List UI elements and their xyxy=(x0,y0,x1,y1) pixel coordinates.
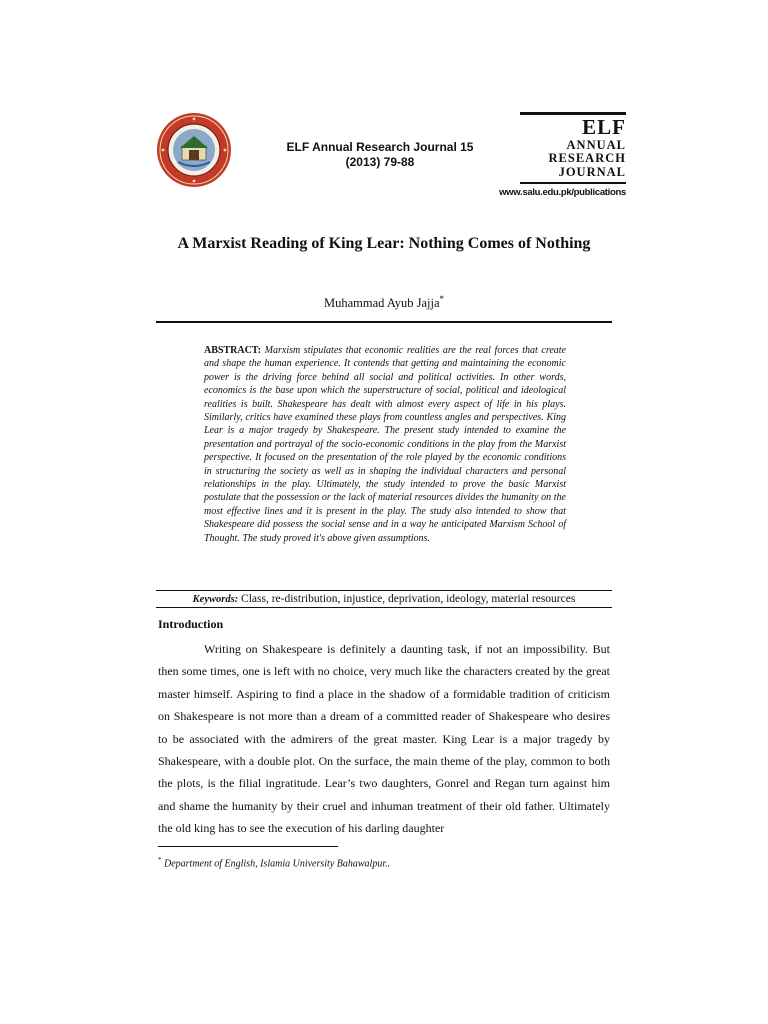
journal-name: ELF Annual Research Journal 15 xyxy=(286,140,474,154)
footnote-text: Department of English, Islamia University Bahawalpur.. xyxy=(164,858,391,870)
author-name: Muhammad Ayub Jajja xyxy=(323,296,440,311)
footnote xyxy=(158,856,390,869)
abstract-label: ABSTRACT xyxy=(204,345,258,356)
introduction-heading: Introduction xyxy=(158,617,224,631)
keywords-label: Keywords: xyxy=(192,594,239,605)
logo-annual: ANNUAL xyxy=(566,138,626,152)
footnote-rule xyxy=(158,846,338,847)
author-footnote-mark: * xyxy=(439,294,444,304)
keywords-rule-top xyxy=(156,590,612,591)
keywords-text: Class, re-distribution, injustice, deprivation, ideology, material resources xyxy=(241,593,576,605)
keywords-rule-bottom xyxy=(156,607,612,608)
university-seal-icon xyxy=(156,112,232,188)
logo-url: www.salu.edu.pk/publications xyxy=(499,187,626,198)
introduction-paragraph: Writing on Shakespeare is definitely a daunting task, if not an impossibility. But then some times, one is left with no choice, very much like the characters created by the great master himself. Aspiring to find a place in the shadow of a formidable tradition of criticism on Shakespeare is not more than a dream of a committed reader of Shakespeare who desires to be associated with the admirers of the great master. King Lear is a major tragedy by Shakespeare, with a double plot. On the surface, the main theme of the play, common to both the plots, is the filial ingratitude. Lear’s two daughters, Gonrel and Regan turn against him and shame the humanity by their cruel and inhuman treatment of their old father. Ultimately the old king has to see the execution of his darling daughter xyxy=(158,642,610,836)
logo-research: RESEARCH xyxy=(548,151,626,165)
logo-rule-bottom xyxy=(520,182,626,184)
logo-journal: JOURNAL xyxy=(558,165,626,179)
title-divider xyxy=(156,321,612,323)
article-author xyxy=(200,294,568,311)
logo-elf: ELF xyxy=(582,115,626,139)
abstract: ABSTRACT: Marxism stipulates that economic realities are the real forces that create and shape the human experience. It contends that getting and maintaining the economic power is the driving force behind all social and political activities. In other words, economics is the base upon which the superstructure of social, political and ideological realities is built. Shakespeare has dealt with almost every aspect of life in his plays. Similarly, critics have examined these plays from countless angles and perspectives. King Lear is a major tragedy by Shakespeare. The present study intended to examine the presentation and portrayal of the socio-economic conditions in the play from the Marxist perspective. It focused on the presentation of the role played by the economic conditions in structuring the society as well as in shaping the individual characters and personal relationships in the play. Ultimately, the study intended to prove the basic Marxist postulate that the possession or the lack of material resources divides the humanity on the most effective lines and it is present in the play. The study also intended to show that Shakespeare did possess the social sense and in a way he anticipated Marxism School of Thought. The study proved it's above given assumptions. xyxy=(204,345,566,544)
journal-volume-pages: (2013) 79-88 xyxy=(345,155,415,169)
abstract-text: Marxism stipulates that economic realities are the real forces that create and shape the human experience. It contends that getting and maintaining the economic power is the driving force behind all social and political activities. In other words, economics is the base upon which the superstructure of social, political and ideological realities is built. Shakespeare has dealt with almost every aspect of life in his plays. Similarly, critics have examined these plays from countless angles and perspectives. King Lear is a major tragedy by Shakespeare. The present study intended to examine the presentation and portrayal of the socio-economic conditions in the play from the Marxist perspective. It focused on the presentation of the role played by the economic conditions in structuring the society as well as in shaping the individual characters and personal relationships in the play. Ultimately, the study intended to prove the basic Marxist postulate that the possession or the lack of material resources divides the humanity on the most effective lines and it is present in the play. The study also intended to show that Shakespeare did possess the social sense and in a way he anticipated Marxism School of Thought. The study proved it's above given assumptions. xyxy=(204,345,566,544)
journal-citation xyxy=(270,140,490,170)
footnote-mark: * xyxy=(158,856,162,864)
keywords xyxy=(156,592,612,607)
article-title: A Marxist Reading of King Lear: Nothing Comes of Nothing xyxy=(177,235,591,252)
